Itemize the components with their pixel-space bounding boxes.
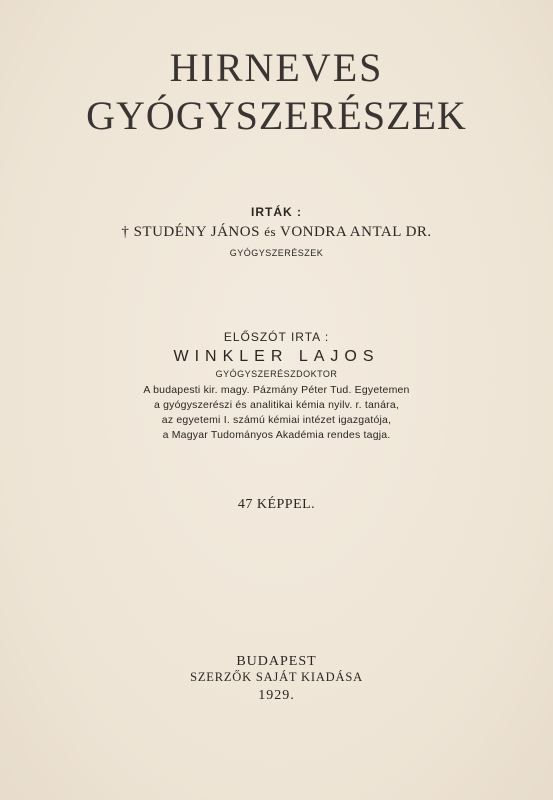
title-line-1: HIRNEVES (169, 45, 384, 90)
foreword-author-desc-line: az egyetemi I. számú kémiai intézet igazgatója, (161, 414, 392, 426)
authors-heading: IRTÁK : (251, 205, 302, 219)
foreword-author: WINKLER LAJOS (173, 348, 380, 365)
foreword-author-desc-line: a Magyar Tudományos Akadémia rendes tagja. (162, 429, 391, 441)
publication-year: 1929. (258, 688, 295, 703)
images-note: 47 KÉPPEL. (237, 497, 316, 512)
publication-city: BUDAPEST (236, 654, 317, 669)
authors-title: GYÓGYSZERÉSZEK (229, 248, 324, 258)
author-conjunction: és (264, 224, 277, 239)
foreword-author-desc-line: a gyógyszerészi és analitikai kémia nyilv. r. tanára, (153, 399, 399, 411)
author-second: VONDRA ANTAL DR. (280, 224, 432, 240)
foreword-heading: ELŐSZÓT IRTA : (223, 330, 330, 344)
authors-line (0, 224, 553, 241)
foreword-author-desc-line: A budapesti kir. magy. Pázmány Péter Tud. Egyetemen (143, 384, 410, 396)
author-first: † STUDÉNY JÁNOS (121, 224, 260, 240)
foreword-author-title: GYÓGYSZERÉSZDOKTOR (215, 369, 338, 379)
publisher: SZERZŐK SAJÁT KIADÁSA (190, 670, 363, 684)
title-line-2: GYÓGYSZERÉSZEK (86, 93, 467, 138)
